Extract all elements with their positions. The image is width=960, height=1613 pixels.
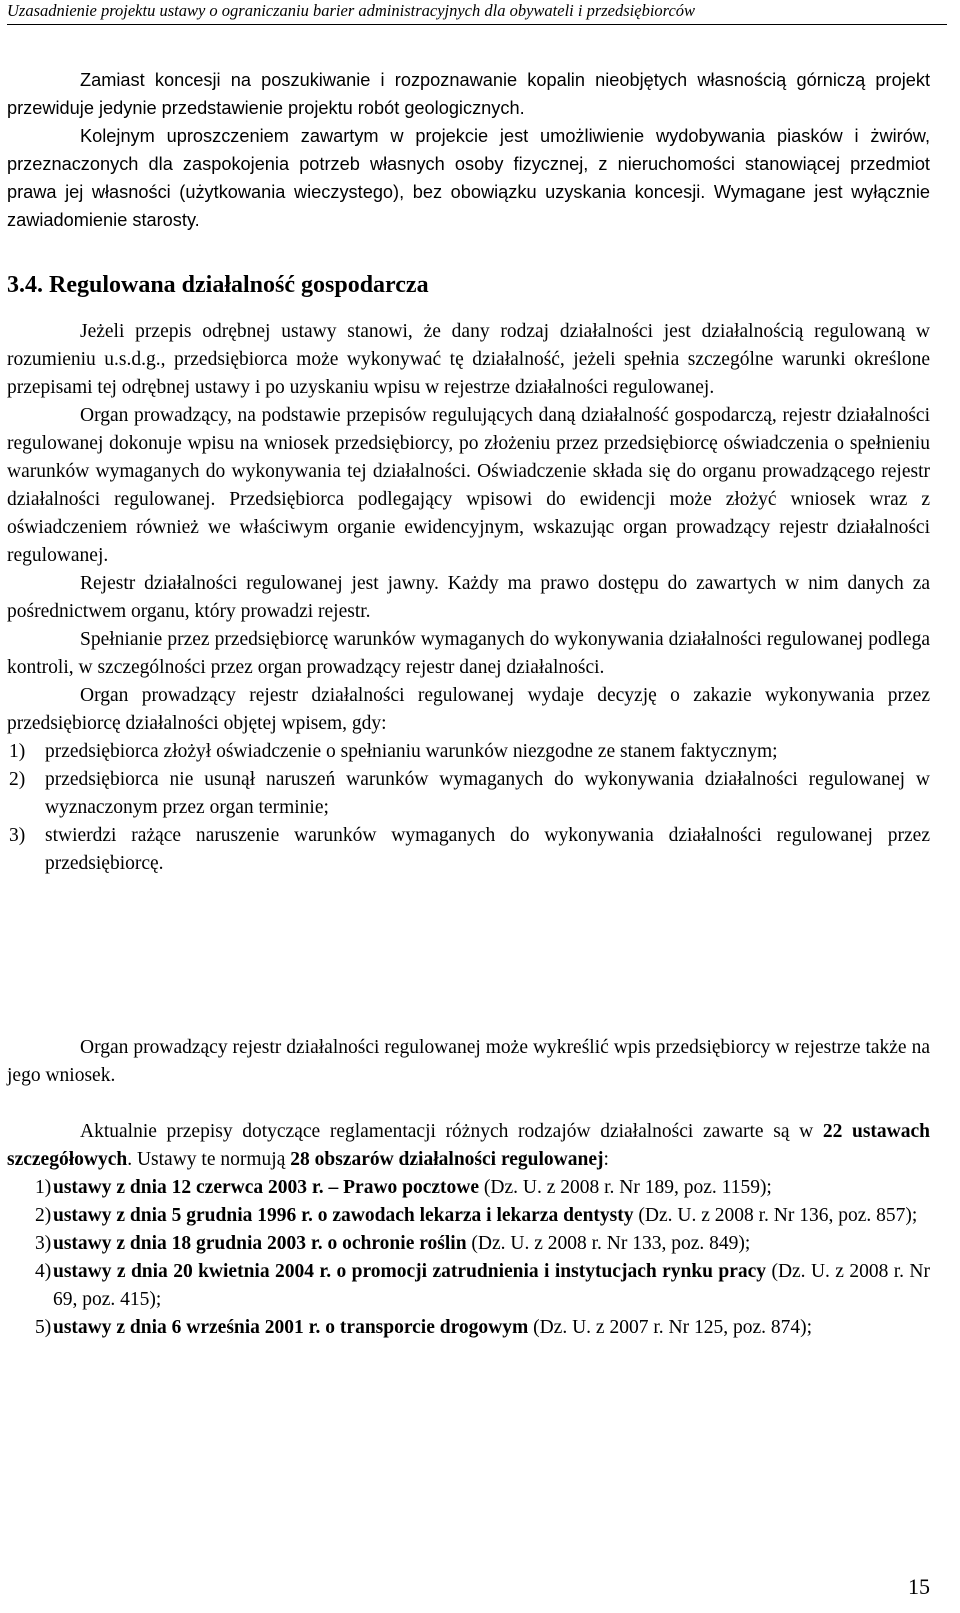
list-number: 2) bbox=[9, 769, 26, 790]
paragraph-register-public: Rejestr działalności regulowanej jest jawny. Każdy ma prawo dostępu do zawartych w nim danych za pośrednictwem organu, który prowadzi rejestr. bbox=[7, 573, 930, 622]
intro-paragraph-1: Zamiast koncesji na poszukiwanie i rozpoznawanie kopalin nieobjętych własnością górniczą projekt przewiduje jedynie przedstawienie projektu robót geologicznych. bbox=[7, 70, 930, 118]
section-body-c bbox=[7, 1118, 930, 1342]
paragraph-control: Spełnianie przez przedsiębiorcę warunków wymaganych do wykonywania działalności regulowanej podlega kontroli, w szczególności przez organ prowadzący rejestr danej działalności. bbox=[7, 629, 930, 678]
list-number: 2) bbox=[35, 1205, 52, 1226]
list-number: 3) bbox=[9, 825, 26, 846]
list-item: 5) ustawy z dnia 6 września 2001 r. o transporcie drogowym (Dz. U. z 2007 r. Nr 125, poz. 874); bbox=[7, 1314, 930, 1342]
section-heading: 3.4. Regulowana działalność gospodarcza bbox=[7, 272, 429, 298]
paragraph-definition: Jeżeli przepis odrębnej ustawy stanowi, że dany rodzaj działalności jest działalnością regulowaną w rozumieniu u.s.d.g., przedsiębiorca może wykonywać tę działalność, jeżeli spełnia szczególne warunki określone przepisami tej odrębnej ustawy i po uzyskaniu wpisu w rejestrze działalności regulowanej. bbox=[7, 321, 930, 398]
paragraph-laws-intro: Aktualnie przepisy dotyczące reglamentacji różnych rodzajów działalności zawarte są w 22 ustawach szczegółowych. Ustawy te normują 28 obszarów działalności regulowanej: bbox=[7, 1121, 930, 1170]
list-number: 5) bbox=[35, 1317, 52, 1338]
paragraph-registration: Organ prowadzący, na podstawie przepisów regulujących daną działalność gospodarczą, rejestr działalności regulowanej dokonuje wpisu na wniosek przedsiębiorcy, po złożeniu przez przedsiębiorcę oświadczenia o spełnieniu warunków wymaganych do wykonywania tej działalności. Oświadczenie składa się do organu prowadzącego rejestr działalności regulowanej. Przedsiębiorca podlegający wpisowi do ewidencji może złożyć wniosek wraz z oświadczeniem również we właściwym organie ewidencyjnym, wskazując organ prowadzący rejestr działalności regulowanej. bbox=[7, 405, 930, 566]
list-item: 4) ustawy z dnia 20 kwietnia 2004 r. o promocji zatrudnienia i instytucjach rynku pracy (Dz. U. z 2008 r. Nr 69, poz. 415); bbox=[7, 1258, 930, 1314]
list-item bbox=[7, 822, 930, 878]
list-number: 3) bbox=[35, 1233, 52, 1254]
list-number: 1) bbox=[9, 741, 26, 762]
list-number: 4) bbox=[35, 1261, 52, 1282]
conditions-list bbox=[7, 738, 930, 878]
section-body-b bbox=[7, 1034, 930, 1090]
list-item bbox=[7, 766, 930, 822]
laws-list bbox=[7, 1174, 930, 1342]
page-number: 15 bbox=[908, 1574, 930, 1599]
list-item bbox=[7, 738, 930, 766]
running-header: Uzasadnienie projektu ustawy o ograniczaniu barier administracyjnych dla obywateli i przedsiębiorców bbox=[7, 0, 947, 25]
list-item-text: przedsiębiorca złożył oświadczenie o spełnianiu warunków niezgodne ze stanem faktycznym; bbox=[45, 741, 778, 762]
list-number: 1) bbox=[35, 1177, 52, 1198]
intro-block bbox=[7, 66, 930, 234]
section-body-a bbox=[7, 318, 930, 878]
intro-paragraph-2: Kolejnym uproszczeniem zawartym w projekcie jest umożliwienie wydobywania piasków i żwirów, przeznaczonych dla zaspokojenia potrzeb własnych osoby fizycznej, z nieruchomości stanowiącej przedmiot prawa jej własności (użytkowania wieczystego), bez obowiązku uzyskania koncesji. Wymagane jest wyłącznie zawiadomienie starosty. bbox=[7, 126, 930, 230]
paragraph-deletion: Organ prowadzący rejestr działalności regulowanej może wykreślić wpis przedsiębiorcy w rejestrze także na jego wniosek. bbox=[7, 1037, 930, 1086]
list-item: 3) ustawy z dnia 18 grudnia 2003 r. o ochronie roślin (Dz. U. z 2008 r. Nr 133, poz. 849); bbox=[7, 1230, 930, 1258]
paragraph-prohibition: Organ prowadzący rejestr działalności regulowanej wydaje decyzję o zakazie wykonywania przez przedsiębiorcę działalności objętej wpisem, gdy: bbox=[7, 685, 930, 734]
list-item-text: stwierdzi rażące naruszenie warunków wymaganych do wykonywania działalności regulowanej przez przedsiębiorcę. bbox=[45, 825, 930, 874]
list-item: 1) ustawy z dnia 12 czerwca 2003 r. – Prawo pocztowe (Dz. U. z 2008 r. Nr 189, poz. 1159); bbox=[7, 1174, 930, 1202]
list-item-text: przedsiębiorca nie usunął naruszeń warunków wymaganych do wykonywania działalności regulowanej w wyznaczonym przez organ terminie; bbox=[45, 769, 930, 818]
list-item: 2) ustawy z dnia 5 grudnia 1996 r. o zawodach lekarza i lekarza dentysty (Dz. U. z 2008 r. Nr 136, poz. 857); bbox=[7, 1202, 930, 1230]
